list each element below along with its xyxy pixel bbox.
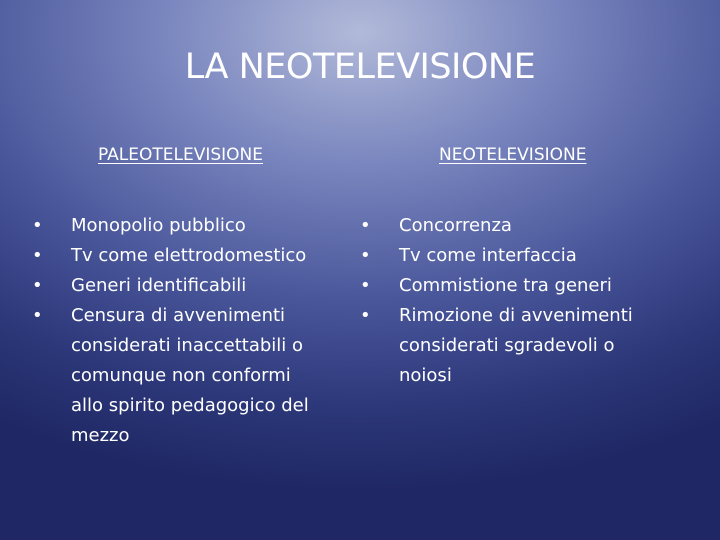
right-bullet-list [356, 211, 676, 391]
list-item-line: comunque non conformi [71, 365, 291, 386]
list-item-text: Concorrenza [399, 215, 512, 236]
list-item-line: noiosi [399, 365, 452, 386]
bullet-icon: • [360, 275, 371, 296]
bullet-icon: • [32, 245, 43, 266]
list-item [28, 211, 348, 241]
list-item-text: Generi identificabili [71, 275, 247, 296]
left-column-heading: PALEOTELEVISIONE [98, 145, 264, 165]
list-item [28, 301, 348, 451]
slide-title: LA NEOTELEVISIONE [184, 47, 536, 87]
list-item-line: allo spirito pedagogico del [71, 395, 309, 416]
left-bullet-list [28, 211, 348, 451]
list-item-text: Commistione tra generi [399, 275, 612, 296]
list-item-text: Monopolio pubblico [71, 215, 246, 236]
list-item-line: mezzo [71, 425, 130, 446]
bullet-icon: • [360, 215, 371, 236]
bullet-icon: • [360, 305, 371, 326]
bullet-icon: • [32, 215, 43, 236]
bullet-icon: • [32, 305, 43, 326]
list-item-line: considerati inaccettabili o [71, 335, 304, 356]
bullet-icon: • [32, 275, 43, 296]
list-item [356, 241, 676, 271]
list-item [356, 211, 676, 241]
list-item [356, 301, 676, 391]
right-column-heading: NEOTELEVISIONE [439, 145, 587, 165]
list-item [28, 271, 348, 301]
list-item-line: Rimozione di avvenimenti [399, 305, 633, 326]
list-item-text: Tv come interfaccia [399, 245, 577, 266]
list-item [356, 271, 676, 301]
list-item-line: considerati sgradevoli o [399, 335, 615, 356]
bullet-icon: • [360, 245, 371, 266]
list-item-text: Tv come elettrodomestico [71, 245, 307, 266]
list-item-line: Censura di avvenimenti [71, 305, 286, 326]
list-item [28, 241, 348, 271]
